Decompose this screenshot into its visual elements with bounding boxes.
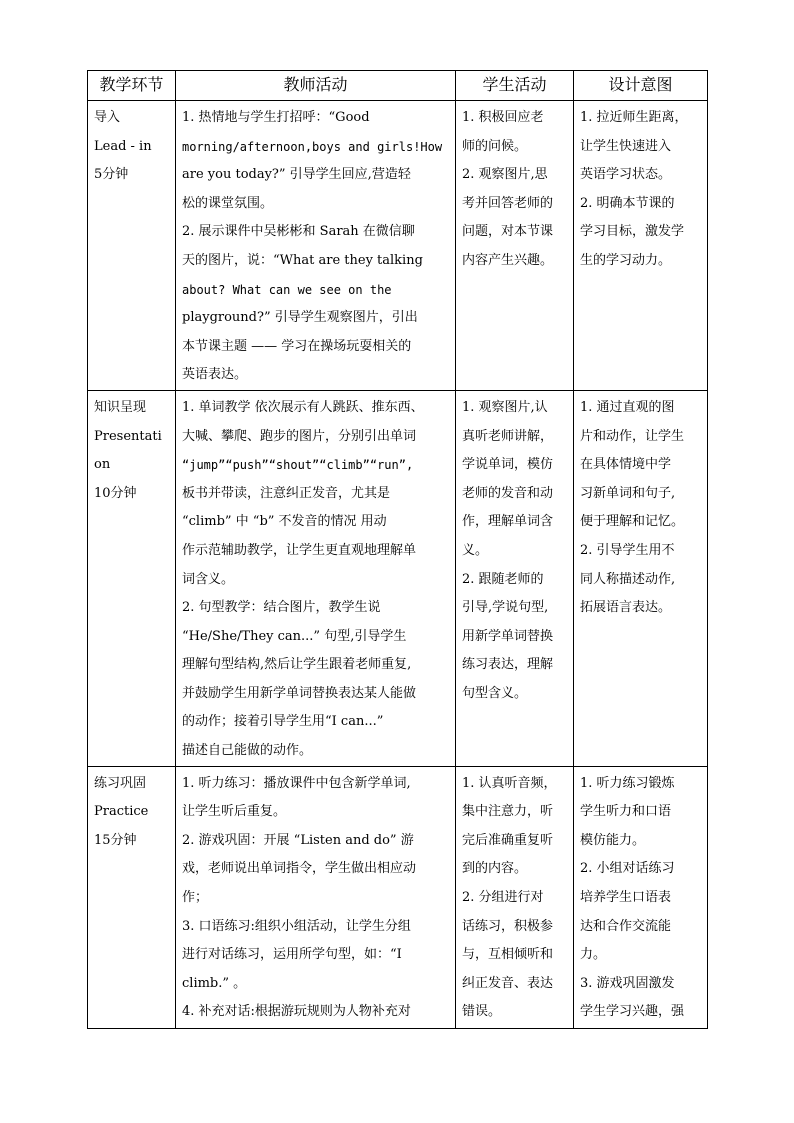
cell-line: 并鼓励学生用新学单词替换表达某人能做 (182, 685, 417, 701)
cell-line: 10分钟 (94, 485, 137, 501)
cell-line: 2. 引导学生用不 (580, 542, 675, 558)
cell-line: Presentati (94, 428, 162, 444)
cell-line: 2. 句型教学：结合图片，教学生说 (182, 600, 381, 616)
cell-line: 描述自己能做的动作。 (182, 743, 313, 759)
cell-line: Practice (94, 804, 149, 820)
cell-student-activity (456, 390, 574, 766)
cell-line: on (94, 457, 111, 473)
lesson-plan-table (87, 70, 708, 1029)
cell-line: “climb” 中 “b” 不发音的情况 用动 (182, 514, 387, 530)
cell-line: 完后准确重复听 (462, 832, 554, 848)
header-stage: 教学环节 (88, 71, 176, 101)
cell-design-intent (574, 101, 708, 391)
cell-line: 纠正发音、表达 (462, 975, 554, 991)
cell-line: 1. 观察图片,认 (462, 399, 548, 415)
cell-line: 模仿能力。 (580, 832, 646, 848)
cell-line: 让学生快速进入 (580, 138, 672, 154)
cell-design-intent (574, 766, 708, 1028)
cell-line: 15分钟 (94, 832, 137, 848)
cell-line: 便于理解和记忆。 (580, 514, 685, 530)
cell-line: 同人称描述动作, (580, 571, 676, 587)
cell-line: 1. 听力练习锻炼 (580, 775, 675, 791)
table-row-presentation (88, 390, 708, 766)
cell-line: 达和合作交流能 (580, 918, 672, 934)
cell-stage (88, 101, 176, 391)
cell-line: 作示范辅助教学，让学生更直观地理解单 (182, 542, 417, 558)
cell-line: 天的图片，说：“What are they talking (182, 252, 423, 268)
cell-line: 练习巩固 (94, 775, 147, 791)
header-student-activity: 学生活动 (456, 71, 574, 101)
cell-line: “jump”“push”“shout”“climb”“run”, (182, 458, 414, 473)
table-header-row (88, 71, 708, 101)
cell-line: 在具体情境中学 (580, 457, 672, 473)
cell-line: 考并回答老师的 (462, 195, 554, 211)
cell-design-intent (574, 390, 708, 766)
cell-line: 内容产生兴趣。 (462, 252, 554, 268)
cell-line: about? What can we see on the (182, 282, 392, 297)
cell-line: 习新单词和句子, (580, 485, 676, 501)
cell-teacher-activity (176, 766, 456, 1028)
table-row-lead-in (88, 101, 708, 391)
cell-line: 英语表达。 (182, 367, 248, 383)
cell-teacher-activity (176, 390, 456, 766)
cell-line: Lead - in (94, 138, 152, 154)
cell-line: 拓展语言表达。 (580, 600, 672, 616)
cell-stage (88, 390, 176, 766)
cell-line: 2. 观察图片,思 (462, 167, 548, 183)
cell-line: 学生学习兴趣，强 (580, 1004, 685, 1020)
cell-line: 作； (182, 890, 209, 906)
cell-line: 2. 展示课件中吴彬彬和 Sarah 在微信聊 (182, 224, 415, 240)
cell-line: 理解句型结构,然后让学生跟着老师重复, (182, 657, 412, 673)
cell-line: climb.” 。 (182, 975, 247, 991)
cell-line: 2. 小组对话练习 (580, 861, 675, 877)
cell-line: 力。 (580, 947, 607, 963)
cell-line: 松的课堂氛围。 (182, 195, 274, 211)
cell-line: 1. 听力练习：播放课件中包含新学单词, (182, 775, 411, 791)
cell-line: 问题，对本节课 (462, 224, 554, 240)
cell-line: 1. 拉近师生距离， (580, 110, 688, 125)
header-teacher-activity: 教师活动 (176, 71, 456, 101)
cell-line: 1. 热情地与学生打招呼：“Good (182, 110, 370, 125)
cell-line: 到的内容。 (462, 861, 528, 877)
cell-line: 4. 补充对话:根据游玩规则为人物补充对 (182, 1004, 411, 1020)
cell-line: morning/afternoon,boys and girls!How (182, 139, 443, 154)
cell-student-activity (456, 766, 574, 1028)
cell-line: 本节课主题 —— 学习在操场玩耍相关的 (182, 338, 412, 354)
cell-line: 板书并带读，注意纠正发音，尤其是 (182, 485, 391, 501)
cell-line: 句型含义。 (462, 685, 528, 701)
cell-line: 戏，老师说出单词指令，学生做出相应动 (182, 861, 417, 877)
cell-line: 3. 游戏巩固激发 (580, 975, 675, 991)
cell-line: 3. 口语练习:组织小组活动，让学生分组 (182, 918, 411, 934)
cell-line: 集中注意力，听 (462, 804, 554, 820)
cell-line: 让学生听后重复。 (182, 804, 287, 820)
cell-line: 用新学单词替换 (462, 628, 554, 644)
cell-line: 学生听力和口语 (580, 804, 672, 820)
cell-line: 错误。 (462, 1004, 502, 1020)
cell-line: 1. 认真听音频， (462, 775, 557, 791)
cell-line: 片和动作，让学生 (580, 428, 685, 444)
cell-student-activity (456, 101, 574, 391)
cell-line: 5分钟 (94, 167, 129, 183)
cell-line: “He/She/They can...” 句型,引导学生 (182, 628, 407, 644)
cell-line: 1. 通过直观的图 (580, 399, 675, 415)
cell-line: 2. 跟随老师的 (462, 571, 544, 587)
cell-line: 作，理解单词含 (462, 514, 554, 530)
cell-line: 与，互相倾听和 (462, 947, 554, 963)
cell-line: are you today?” 引导学生回应,营造轻 (182, 167, 411, 183)
cell-line: 练习表达，理解 (462, 657, 554, 673)
cell-stage (88, 766, 176, 1028)
cell-line: 学习目标，激发学 (580, 224, 685, 240)
cell-line: 老师的发音和动 (462, 485, 554, 501)
cell-line: 2. 明确本节课的 (580, 195, 675, 211)
cell-line: 生的学习动力。 (580, 252, 672, 268)
cell-line: 真听老师讲解， (462, 428, 554, 444)
cell-line: 1. 积极回应老 (462, 110, 544, 125)
cell-line: 词含义。 (182, 571, 235, 587)
cell-line: 大喊、攀爬、跑步的图片，分别引出单词 (182, 428, 417, 444)
cell-line: 2. 游戏巩固：开展 “Listen and do” 游 (182, 832, 414, 848)
header-design-intent: 设计意图 (574, 71, 708, 101)
cell-line: playground?” 引导学生观察图片，引出 (182, 310, 418, 326)
table-row-practice (88, 766, 708, 1028)
cell-line: 话练习，积极参 (462, 918, 554, 934)
cell-line: 的动作；接着引导学生用“I can...” (182, 714, 384, 730)
cell-line: 导入 (94, 110, 121, 125)
cell-line: 知识呈现 (94, 399, 147, 415)
cell-line: 2. 分组进行对 (462, 890, 544, 906)
cell-line: 师的问候。 (462, 138, 528, 154)
cell-line: 英语学习状态。 (580, 167, 672, 183)
cell-line: 进行对话练习，运用所学句型，如：“I (182, 947, 402, 963)
cell-line: 1. 单词教学 依次展示有人跳跃、推东西、 (182, 399, 424, 415)
cell-line: 学说单词，模仿 (462, 457, 554, 473)
cell-line: 培养学生口语表 (580, 890, 672, 906)
cell-teacher-activity (176, 101, 456, 391)
cell-line: 义。 (462, 542, 489, 558)
cell-line: 引导,学说句型, (462, 600, 549, 616)
